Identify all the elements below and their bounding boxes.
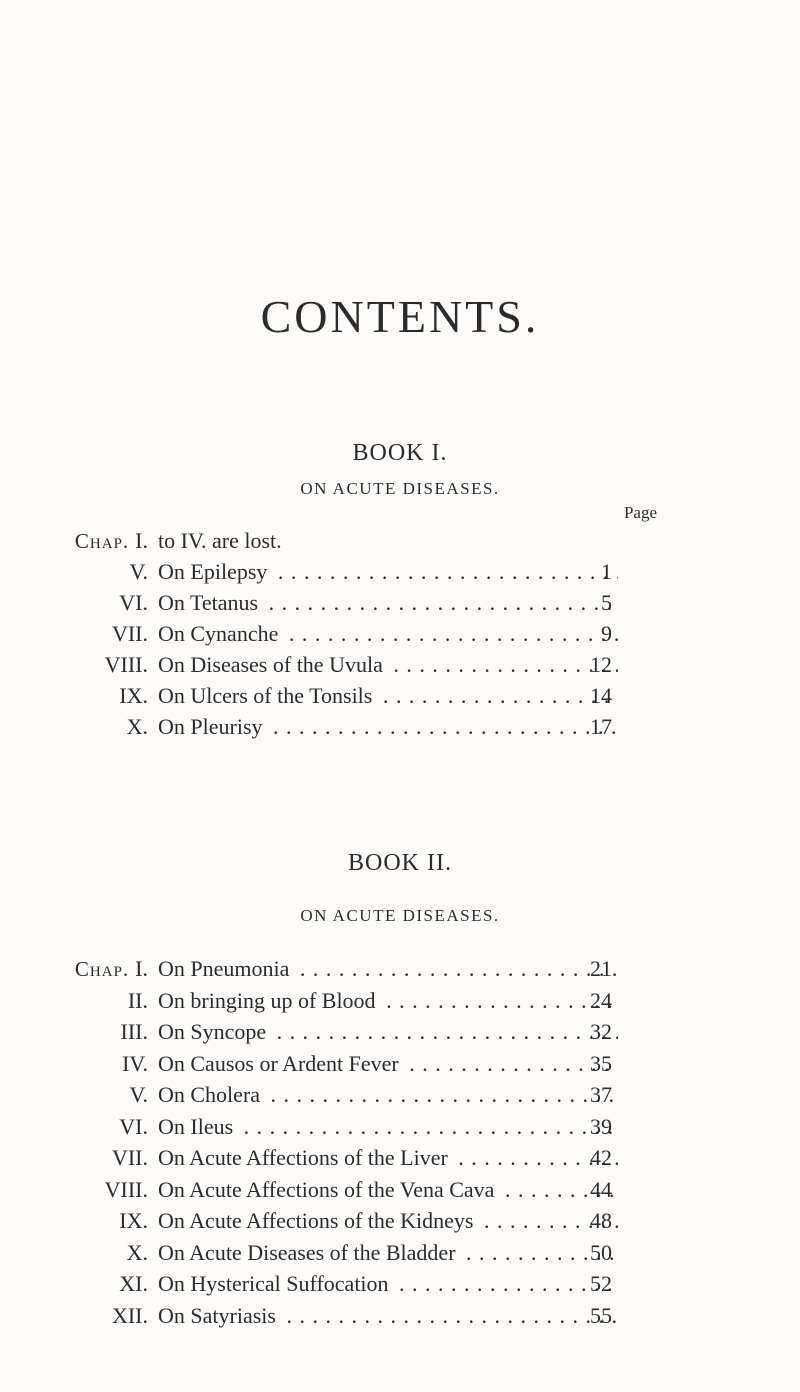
toc-entry-page: 1 xyxy=(601,559,612,584)
dot-leader xyxy=(158,956,618,982)
toc-entry-number: II. xyxy=(127,987,148,1013)
toc-entry-page: 42 xyxy=(590,1145,612,1170)
toc-entry-page: 9 xyxy=(601,621,612,646)
toc-entry xyxy=(0,1240,800,1266)
toc-entry-number: X. xyxy=(126,1239,148,1265)
toc-entry-title: On Diseases of the Uvula xyxy=(158,652,387,677)
toc-entry-title: On Cholera xyxy=(158,1082,264,1107)
toc-entry-page: 44 xyxy=(590,1176,612,1202)
toc-entry-title: On Satyriasis xyxy=(158,1303,280,1328)
dot-leader xyxy=(158,683,618,709)
dot-leader xyxy=(158,714,618,740)
toc-entry xyxy=(0,1303,800,1329)
toc-entry xyxy=(0,621,800,647)
toc-entry-page: 5 xyxy=(601,590,612,615)
toc-entry xyxy=(0,1271,800,1297)
toc-entry-page: 32 xyxy=(590,1019,612,1044)
toc-entry-page: 37 xyxy=(590,1082,612,1107)
toc-entry-lost xyxy=(0,528,800,554)
toc-entry xyxy=(0,1082,800,1108)
toc-entry-title: On Cynanche xyxy=(158,621,282,646)
toc-entry-number: III. xyxy=(120,1019,148,1044)
toc-entry xyxy=(0,1177,800,1203)
dot-leader xyxy=(158,590,618,616)
dot-leader xyxy=(158,1051,618,1077)
toc-entry-title: On bringing up of Blood xyxy=(158,988,380,1013)
toc-entry-number: XII. xyxy=(111,1302,148,1328)
toc-entry xyxy=(0,559,800,585)
dot-leader xyxy=(158,559,618,585)
toc-entry xyxy=(0,1114,800,1140)
toc-entry-page: 52 xyxy=(590,1271,612,1296)
toc-entry-page: 35 xyxy=(590,1050,612,1076)
dot-leader xyxy=(158,1208,618,1234)
toc-entry-number: VII. xyxy=(111,1145,148,1170)
book-2-heading: BOOK II. xyxy=(348,850,452,876)
toc-entry-number: XI. xyxy=(119,1271,148,1296)
dot-leader xyxy=(158,1271,618,1297)
toc-entry-number: X. xyxy=(126,714,148,739)
toc-entry-number: VIII. xyxy=(104,652,148,677)
dot-leader xyxy=(158,1082,618,1108)
toc-entry-title: On Acute Affections of the Liver xyxy=(158,1145,452,1170)
dot-leader xyxy=(158,1240,618,1266)
toc-entry-page: 14 xyxy=(590,683,612,708)
dot-leader xyxy=(158,1303,618,1329)
toc-entry-title: On Epilepsy xyxy=(158,559,271,584)
dot-leader xyxy=(158,1114,618,1140)
toc-entry xyxy=(0,590,800,616)
dot-leader xyxy=(158,652,618,678)
toc-entry xyxy=(0,1208,800,1234)
toc-entry-title: On Acute Affections of the Vena Cava xyxy=(158,1177,498,1202)
dot-leader xyxy=(158,1019,618,1045)
toc-entry-number: IX. xyxy=(119,1208,148,1233)
toc-entry-page: 50 xyxy=(590,1239,612,1265)
book-2-subheading: ON ACUTE DISEASES. xyxy=(300,906,500,925)
toc-entry-page: 17 xyxy=(590,714,612,739)
toc-entry xyxy=(0,1019,800,1045)
toc-entry-number: I. xyxy=(135,528,148,553)
toc-entry-page: 48 xyxy=(590,1208,612,1233)
toc-entry-title: On Hysterical Suffocation xyxy=(158,1271,393,1296)
page-title: CONTENTS. xyxy=(260,291,540,342)
toc-entry-number: VI. xyxy=(119,590,148,615)
dot-leader xyxy=(158,621,618,647)
toc-entry-number: V. xyxy=(129,559,148,584)
dot-leader xyxy=(158,1177,618,1203)
toc-entry-title: On Acute Diseases of the Bladder xyxy=(158,1240,460,1265)
toc-entry-number: VII. xyxy=(111,621,148,646)
toc-entry-number: VIII. xyxy=(104,1176,148,1202)
book-1-heading: BOOK I. xyxy=(352,440,448,466)
toc-entry-number: IX. xyxy=(119,683,148,708)
dot-leader xyxy=(158,988,618,1014)
toc-entry xyxy=(0,1145,800,1171)
toc-entry xyxy=(0,988,800,1014)
toc-entry-title: On Tetanus xyxy=(158,590,262,615)
toc-entry-number: IV. xyxy=(122,1050,148,1076)
toc-entry xyxy=(0,714,800,740)
toc-entry xyxy=(0,652,800,678)
toc-entry-title: On Acute Affections of the Kidneys xyxy=(158,1208,477,1233)
toc-entry-number: VI. xyxy=(119,1113,148,1139)
toc-entry-number: V. xyxy=(129,1082,148,1107)
toc-entry xyxy=(0,1051,800,1077)
toc-entry-page: 21 xyxy=(590,956,612,981)
chapter-word: Chap. xyxy=(74,529,130,553)
toc-entry xyxy=(0,956,800,982)
toc-entry-number: I. xyxy=(135,956,148,981)
toc-entry-page: 12 xyxy=(590,652,612,677)
toc-entry-title: On Ileus xyxy=(158,1114,237,1139)
page-column-label: Page xyxy=(623,503,657,522)
dot-leader xyxy=(158,1145,618,1171)
toc-entry-title: On Syncope xyxy=(158,1019,270,1044)
toc-entry-page: 39 xyxy=(590,1113,612,1139)
toc-entry-page: 24 xyxy=(590,987,612,1013)
toc-entry-page: 55 xyxy=(590,1302,612,1328)
toc-entry-title: On Pleurisy xyxy=(158,714,267,739)
toc-entry-title: On Ulcers of the Tonsils xyxy=(158,683,376,708)
toc-entry-title: On Causos or Ardent Fever xyxy=(158,1051,403,1076)
chapter-word: Chap. xyxy=(74,957,130,981)
book-1-subheading: ON ACUTE DISEASES. xyxy=(300,479,500,498)
toc-entry-title: to IV. are lost. xyxy=(158,528,282,553)
toc-entry-title: On Pneumonia xyxy=(158,956,293,981)
toc-entry xyxy=(0,683,800,709)
